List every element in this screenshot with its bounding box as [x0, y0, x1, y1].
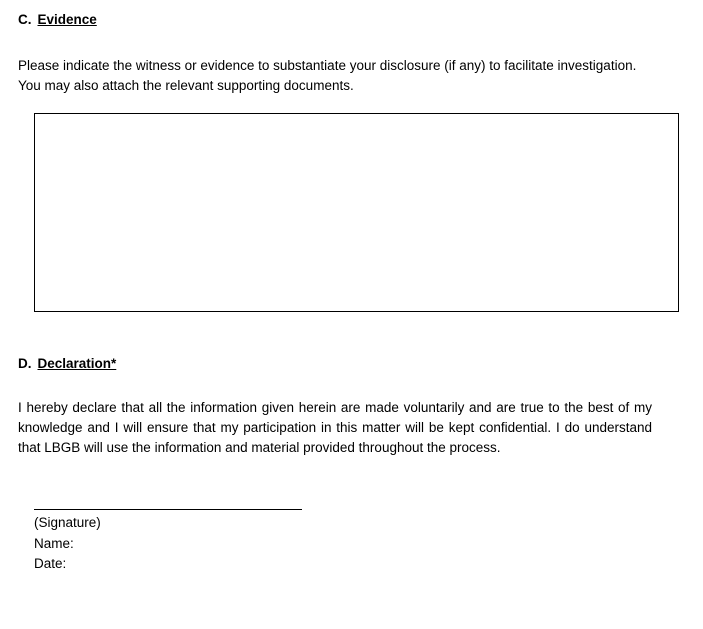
declaration-body-text: I hereby declare that all the information given herein are made voluntarily and are true to the best of my knowledge and I will ensure that my participation in this matter will be kept confidential. I do understand that LBGB will use the information and material provided throughout the process. [18, 399, 652, 456]
signature-line[interactable] [34, 508, 302, 510]
date-label: Date: [34, 556, 67, 572]
section-letter-d: D. [18, 356, 32, 372]
signature-block [34, 508, 681, 575]
section-letter-c: C. [18, 12, 32, 27]
name-label: Name: [34, 535, 74, 551]
signature-caption: (Signature) [34, 515, 101, 531]
section-heading-declaration [18, 354, 681, 374]
section-title-declaration: Declaration* [37, 356, 117, 372]
section-heading-evidence [18, 10, 681, 30]
evidence-input-box[interactable] [34, 113, 679, 312]
evidence-instruction-text: Please indicate the witness or evidence to substantiate your disclosure (if any) to facilitate investigation. You may also attach the relevant supporting documents. [18, 57, 637, 93]
section-title-evidence: Evidence [37, 12, 97, 27]
